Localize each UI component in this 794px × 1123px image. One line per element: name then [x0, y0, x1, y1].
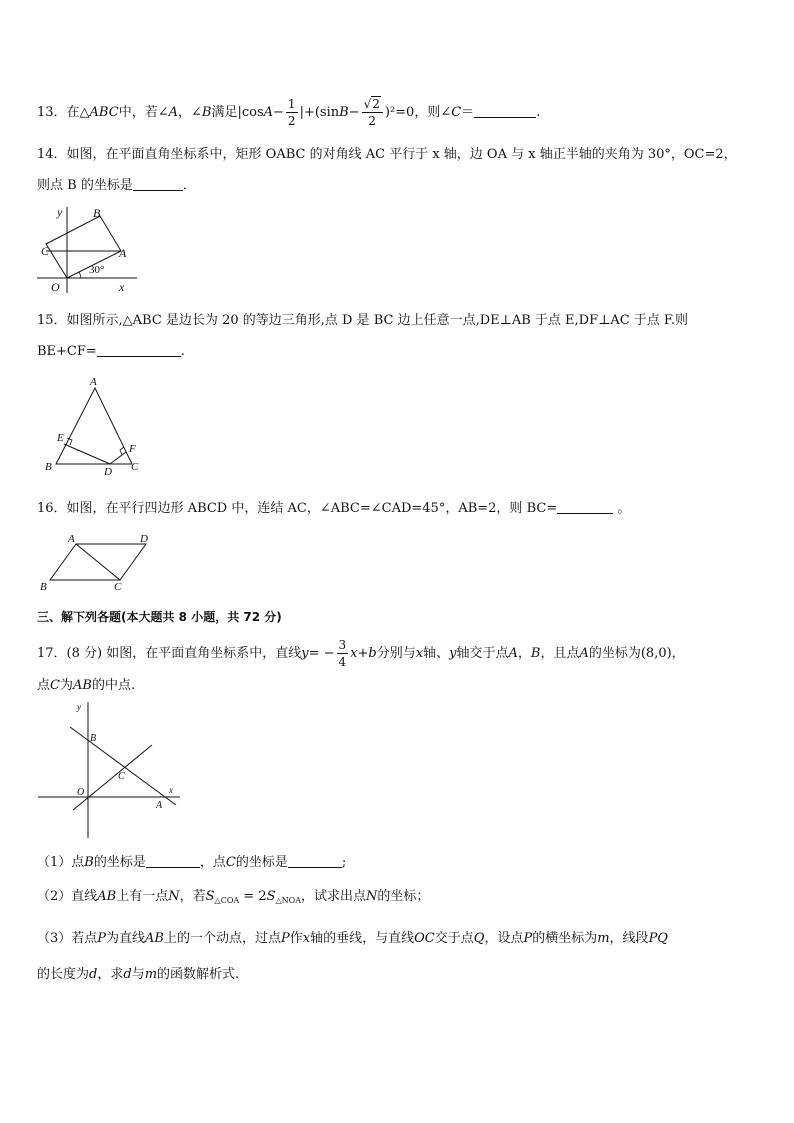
question-15-line-2: BE+CF= .	[37, 344, 185, 359]
question-17-part-3-line-1: （3）若点P为直线AB上的一个动点，过点P作x轴的垂线，与直线OC交于点Q，设点P的横坐标为m，线段PQ	[37, 931, 668, 946]
label-B: B	[40, 581, 47, 593]
question-17-line-2: 点C为AB的中点.	[37, 678, 136, 693]
answer-blank-17-1-c[interactable]	[288, 853, 342, 868]
question-17-line-1: 17．(8 分) 如图，在平面直角坐标系中，直线y= − $\frac{3}{4}$ x+b分别与x轴、y轴交于点A，B，且点A的坐标为(8,0)，	[37, 638, 685, 669]
question-17-part-2: （2）直线AB上有一点N，若$S_{\triangle COA} = 2S_{\triangle NOA}$，试求出点N的坐标；	[37, 889, 430, 905]
label-D: D	[140, 533, 148, 545]
label-C: C	[118, 771, 125, 782]
fraction-sqrt2-over-2: $\frac{√2}{2}$	[362, 96, 383, 129]
label-B: B	[90, 733, 97, 744]
question-14-line-2: 则点 B 的坐标是 ．	[37, 178, 196, 193]
fraction-three-quarters: $\frac{3}{4}$	[338, 638, 347, 669]
label-A: A	[156, 800, 163, 811]
label-x: x	[119, 280, 125, 294]
answer-blank-13[interactable]	[474, 103, 536, 118]
label-O: O	[77, 787, 85, 798]
question-16: 16．如图，在平行四边形 ABCD 中，连结 AC，∠ABC=∠CAD=45°，AB=2，则 BC= 。	[37, 501, 631, 516]
answer-blank-17-1-b[interactable]	[146, 853, 200, 868]
label-E: E	[57, 432, 64, 444]
question-17-part-3-line-2: 的长度为d，求d与m的函数解析式.	[37, 967, 240, 982]
fraction-one-half: $\frac{1}{2}$	[287, 97, 296, 128]
figure-q14-rectangle	[37, 205, 147, 295]
question-15-line-1: 15．如图所示,△ABC 是边长为 20 的等边三角形,点 D 是 BC 边上任意一点,DE⊥AB 于点 E,DF⊥AC 于点 F.则	[37, 313, 689, 328]
figure-q16-parallelogram	[38, 534, 158, 594]
figure-q17-coordinate-plane	[38, 700, 188, 840]
label-y: y	[77, 702, 81, 712]
label-O: O	[51, 280, 60, 294]
answer-blank-15[interactable]	[97, 342, 181, 357]
question-13: 13．在△ABC中，若∠A，∠B满足|cosA− $\frac{1}{2}$ |+(sinB− $\frac{√2}{2}$ )²=0，则∠C＝ .	[37, 97, 541, 128]
label-C: C	[131, 461, 139, 473]
label-angle: 30°	[89, 264, 105, 276]
label-B: B	[45, 461, 52, 473]
label-A: A	[68, 533, 75, 545]
label-y: y	[57, 205, 63, 219]
label-C: C	[114, 581, 122, 593]
label-D: D	[104, 466, 112, 478]
label-x: x	[169, 785, 173, 795]
label-B: B	[93, 206, 101, 220]
question-14-line-1: 14．如图，在平面直角坐标系中，矩形 OABC 的对角线 AC 平行于 x 轴，边 OA 与 x 轴正半轴的夹角为 30°，OC=2，	[37, 147, 737, 162]
question-17-part-1: （1）点B的坐标是 ，点C的坐标是 ;	[37, 855, 347, 870]
answer-blank-16[interactable]	[557, 499, 613, 514]
label-C: C	[41, 244, 50, 258]
label-A: A	[90, 376, 97, 388]
section-3-heading: 三、解下列各题(本大题共 8 小题，共 72 分)	[37, 610, 282, 624]
figure-q15-triangle	[42, 374, 152, 478]
label-F: F	[129, 443, 136, 455]
label-A: A	[119, 246, 127, 260]
answer-blank-14[interactable]	[133, 176, 183, 191]
